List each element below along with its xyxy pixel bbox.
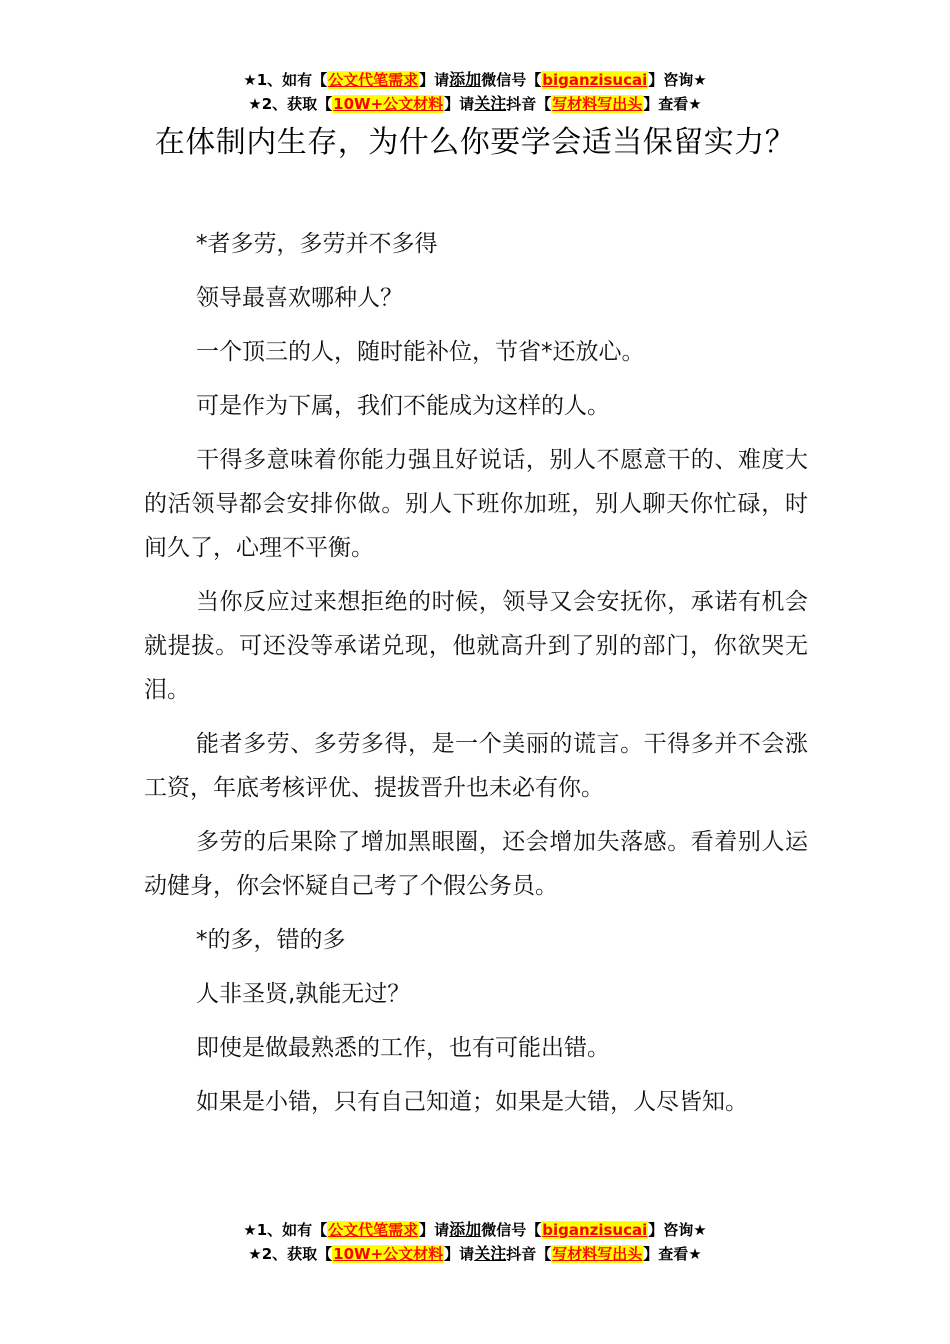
promo-text: 抖音【: [506, 1245, 552, 1263]
promo-highlight-materials: 10W+公文材料: [333, 1245, 444, 1263]
star-icon: ★: [243, 1221, 257, 1239]
promo-underlined-add: 添加: [449, 1220, 482, 1239]
star-icon: ★: [693, 71, 707, 89]
paragraph: 如果是小错，只有自己知道；如果是大错，人尽皆知。: [196, 1089, 748, 1115]
promo-highlight-service: 公文代笔需求: [328, 1221, 419, 1239]
promo-underlined-follow: 关注: [474, 1244, 507, 1263]
document-title: 在体制内生存，为什么你要学会适当保留实力？: [154, 125, 796, 160]
promo-line-2: [0, 92, 950, 116]
paragraph: 领导最喜欢哪种人？: [196, 285, 403, 311]
star-icon: ★: [243, 71, 257, 89]
promo-highlight-materials: 10W+公文材料: [333, 95, 444, 113]
paragraph: 即使是做最熟悉的工作，也有可能出错。: [196, 1035, 610, 1061]
promo-text: 】请: [444, 1245, 475, 1263]
paragraph: *的多，错的多: [196, 927, 346, 953]
promo-highlight-wechat-id: biganzisucai: [542, 1221, 648, 1239]
promo-underlined-add: 添加: [449, 70, 482, 89]
promo-text: 】请: [419, 1221, 450, 1239]
paragraph: 多劳的后果除了增加黑眼圈，还会增加失落感。看着别人运动健身，你会怀疑自己考了个假公务员。: [144, 829, 808, 899]
promo-text: 2、获取【: [261, 1245, 333, 1263]
promo-text: 】查看: [643, 1245, 689, 1263]
document-body: [144, 222, 808, 1134]
promo-line-2: [0, 1242, 950, 1266]
star-icon: ★: [693, 1221, 707, 1239]
promo-text: 】请: [419, 71, 450, 89]
promo-text: 微信号【: [481, 71, 542, 89]
paragraph: 当你反应过来想拒绝的时候，领导又会安抚你，承诺有机会就提拔。可还没等承诺兑现，他就高升到了别的部门，你欲哭无泪。: [144, 589, 808, 703]
promo-text: 】查看: [643, 95, 689, 113]
promo-underlined-follow: 关注: [474, 94, 507, 113]
promo-highlight-service: 公文代笔需求: [328, 71, 419, 89]
star-icon: ★: [688, 1245, 702, 1263]
promo-text: 】咨询: [648, 71, 694, 89]
promo-text: 2、获取【: [261, 95, 333, 113]
star-icon: ★: [248, 95, 262, 113]
promo-text: 1、如有【: [256, 1221, 328, 1239]
promo-footer: [0, 1218, 950, 1266]
promo-text: 抖音【: [506, 95, 552, 113]
promo-line-1: [0, 1218, 950, 1242]
promo-header: [0, 68, 950, 116]
paragraph: 人非圣贤,孰能无过？: [196, 981, 411, 1007]
paragraph: 干得多意味着你能力强且好说话，别人不愿意干的、难度大的活领导都会安排你做。别人下班你加班，别人聊天你忙碌，时间久了，心理不平衡。: [144, 447, 808, 561]
promo-text: 微信号【: [481, 1221, 542, 1239]
promo-text: 】咨询: [648, 1221, 694, 1239]
paragraph: 可是作为下属，我们不能成为这样的人。: [196, 393, 610, 419]
promo-highlight-douyin-account: 写材料写出头: [552, 95, 643, 113]
promo-text: 】请: [444, 95, 475, 113]
paragraph: 能者多劳、多劳多得，是一个美丽的谎言。干得多并不会涨工资，年底考核评优、提拔晋升也未必有你。: [144, 731, 808, 801]
promo-line-1: [0, 68, 950, 92]
promo-highlight-douyin-account: 写材料写出头: [552, 1245, 643, 1263]
star-icon: ★: [688, 95, 702, 113]
paragraph: 一个顶三的人，随时能补位，节省*还放心。: [196, 339, 645, 365]
paragraph: *者多劳，多劳并不多得: [196, 231, 438, 257]
promo-highlight-wechat-id: biganzisucai: [542, 71, 648, 89]
promo-text: 1、如有【: [256, 71, 328, 89]
star-icon: ★: [248, 1245, 262, 1263]
